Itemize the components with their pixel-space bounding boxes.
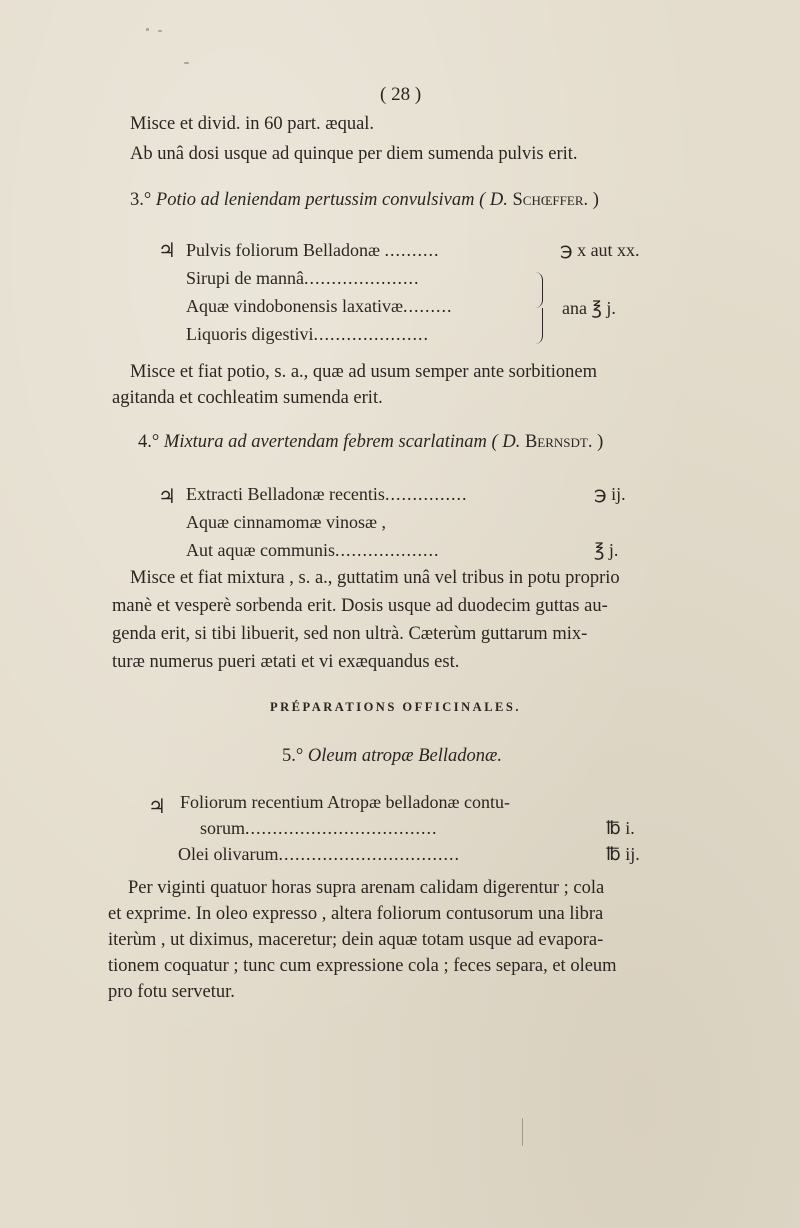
- section-heading: PRÉPARATIONS OFFICINALES.: [270, 700, 521, 714]
- dot-leader: ...................................: [245, 818, 438, 838]
- shared-amount: ana ℥ j.: [562, 298, 616, 318]
- dot-leader: .....................: [303, 268, 420, 288]
- ink-speck: [184, 62, 189, 64]
- recipe-heading: [282, 746, 502, 767]
- ingredient-amount: ℈ x aut xx.: [560, 240, 640, 260]
- recipe-symbol: ♃: [158, 484, 176, 508]
- ingredient-name: sorum: [200, 818, 245, 838]
- author-suffix: ): [597, 432, 604, 452]
- text-line: genda erit, si tibi libuerit, sed non ultrà. Cæterùm guttarum mix-: [112, 624, 588, 644]
- ingredient-amount: ℔ ij.: [606, 844, 640, 864]
- ingredient-line: [186, 540, 440, 561]
- recipe-symbol: ♃: [148, 794, 166, 818]
- recipe-number: 4.°: [138, 432, 160, 452]
- text-line: Misce et fiat mixtura , s. a., guttatim unâ vel tribus in potu proprio: [130, 568, 620, 588]
- author-name: Schœffer.: [512, 190, 589, 210]
- author-prefix: ( D.: [491, 432, 521, 452]
- ingredient-line: Foliorum recentium Atropæ belladonæ contu-: [180, 792, 510, 812]
- recipe-title: Oleum atropæ Belladonæ.: [307, 746, 502, 766]
- author-suffix: ): [592, 190, 599, 210]
- ingredient-line: [186, 484, 467, 505]
- ingredient-line: [186, 324, 429, 345]
- ingredient-amount: ℥ j.: [594, 540, 619, 560]
- text-line: Per viginti quatuor horas supra arenam calidam digerentur ; cola: [128, 878, 605, 898]
- text-line: agitanda et cochleatim sumenda erit.: [112, 388, 383, 408]
- ingredient-line: [200, 818, 438, 839]
- ink-speck: [146, 28, 149, 31]
- recipe-title: Mixtura ad avertendam febrem scarlatinam: [163, 432, 487, 452]
- recipe-heading: [130, 190, 599, 211]
- ingredient-amount: ℈ ij.: [594, 484, 626, 504]
- ingredient-line: [186, 296, 453, 317]
- author-prefix: ( D.: [479, 190, 508, 210]
- text-line: Misce et divid. in 60 part. æqual.: [130, 114, 375, 134]
- ingredient-name: Olei olivarum: [178, 844, 279, 864]
- dot-leader: ..........: [384, 240, 440, 260]
- dot-leader: .........: [403, 296, 453, 316]
- author-name: Bernsdt.: [524, 432, 593, 452]
- text-line: turæ numerus pueri ætati et vi exæquandus est.: [112, 652, 460, 672]
- ingredient-line: [186, 240, 440, 261]
- recipe-symbol: ♃: [158, 238, 176, 262]
- ingredient-name: Extracti Belladonæ recentis: [186, 484, 385, 504]
- text-line: manè et vesperè sorbenda erit. Dosis usque ad duodecim guttas au-: [112, 596, 608, 616]
- ingredient-name: Sirupi de mannâ: [186, 268, 304, 288]
- ingredient-line: [186, 268, 419, 289]
- ink-speck: [522, 1118, 523, 1146]
- text-line: iterùm , ut diximus, maceretur; dein aquæ totam usque ad evapora-: [108, 930, 604, 950]
- recipe-number: 5.°: [282, 746, 304, 766]
- recipe-heading: [138, 432, 603, 453]
- ingredient-name: Liquoris digestivi: [186, 324, 314, 344]
- ingredient-amount: ℔ i.: [606, 818, 635, 838]
- page-number: ( 28 ): [380, 84, 422, 105]
- text-line: Misce et fiat potio, s. a., quæ ad usum semper ante sorbitionem: [130, 362, 598, 382]
- ingredient-name: Pulvis foliorum Belladonæ: [186, 240, 381, 260]
- dot-leader: ...................: [335, 540, 440, 560]
- dot-leader: .....................: [313, 324, 429, 344]
- recipe-title: Potio ad leniendam pertussim convulsivam: [155, 190, 475, 210]
- ink-speck: [158, 30, 162, 32]
- ingredient-line: [178, 844, 460, 865]
- grouping-brace: [534, 308, 543, 344]
- dot-leader: .................................: [278, 844, 460, 864]
- ingredient-name: Aut aquæ communis: [186, 540, 335, 560]
- text-line: tionem coquatur ; tunc cum expressione cola ; feces separa, et oleum: [108, 956, 617, 976]
- text-line: pro fotu servetur.: [108, 982, 235, 1002]
- grouping-brace: [534, 272, 543, 308]
- dot-leader: ...............: [384, 484, 468, 504]
- text-line: Ab unâ dosi usque ad quinque per diem sumenda pulvis erit.: [130, 144, 578, 164]
- text-line: et exprime. In oleo expresso , altera foliorum contusorum una libra: [108, 904, 604, 924]
- ingredient-line: Aquæ cinnamomæ vinosæ ,: [186, 512, 387, 532]
- recipe-number: 3.°: [130, 190, 152, 210]
- ingredient-name: Aquæ vindobonensis laxativæ: [186, 296, 403, 316]
